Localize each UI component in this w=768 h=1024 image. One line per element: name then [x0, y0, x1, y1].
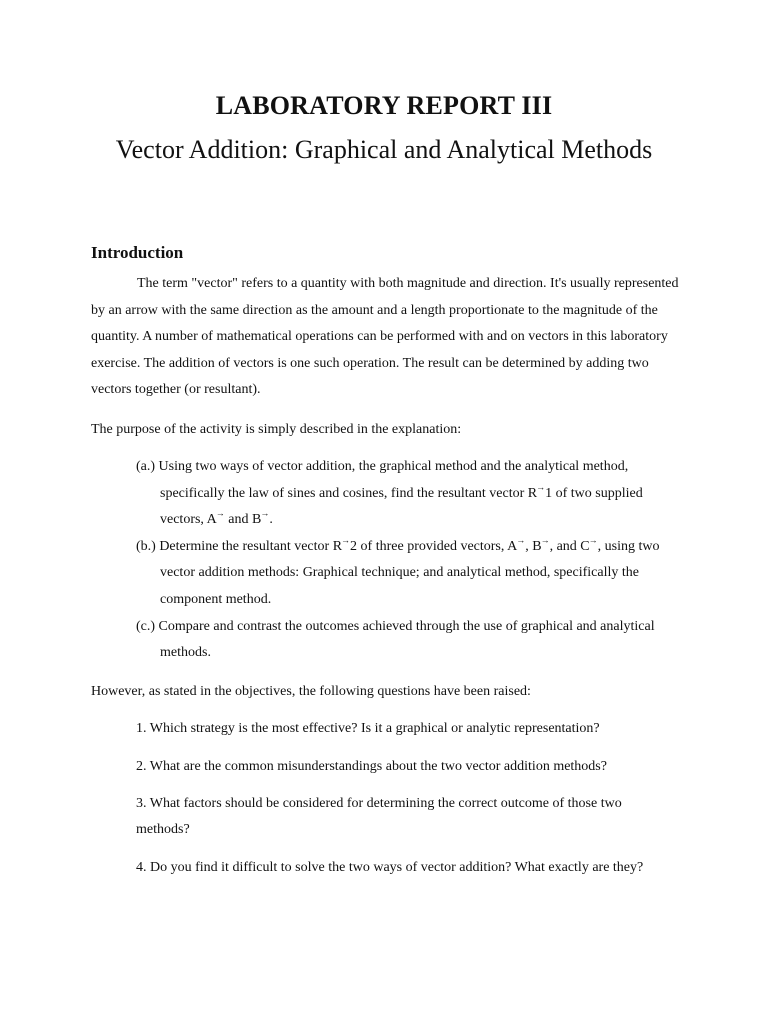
section-heading-introduction: Introduction [91, 243, 184, 262]
objective-a: (a.) Using two ways of vector addition, the graphical method and the analytical method, specifically the law of sines and cosines, find the resultant vector R→1 of two supplied vectors, A→ and B→. [136, 459, 643, 528]
vector-arrow-icon: → [540, 534, 550, 545]
vector-arrow-icon: → [341, 534, 351, 545]
questions-intro: However, as stated in the objectives, the following questions have been raised: [91, 684, 531, 699]
intro-paragraph [91, 271, 681, 404]
question-item-4: 4. Do you find it difficult to solve the two ways of vector addition? What exactly are they? [136, 860, 644, 875]
objective-b: (b.) Determine the resultant vector R→2 of three provided vectors, A→, B→, and C→, using two vector addition methods: Graphical technique; and analytical method, specifically the component method. [136, 534, 660, 607]
question-item-3: 3. What factors should be considered for determining the correct outcome of those two methods? [136, 796, 622, 837]
question-item-2: 2. What are the common misunderstandings about the two vector addition methods? [136, 759, 607, 774]
report-subtitle: Vector Addition: Graphical and Analytical Methods [115, 135, 653, 164]
objectives-list [136, 454, 686, 667]
intro-paragraph-text: The term "vector" refers to a quantity with both magnitude and direction. It's usually represented by an arrow with the same direction as the amount and a length proportionate to the magnitude of the quantity. A number of mathematical operations can be performed with and on vectors in this laboratory exercise. The addition of vectors is one such operation. The result can be determined by adding two vectors together (or resultant). [91, 276, 679, 398]
vector-arrow-icon: → [516, 534, 526, 545]
vector-arrow-icon: → [215, 508, 225, 519]
objective-c: (c.) Compare and contrast the outcomes achieved through the use of graphical and analytical methods. [136, 618, 655, 661]
report-title: LABORATORY REPORT III [215, 91, 553, 120]
vector-arrow-icon: → [260, 508, 270, 519]
purpose-sentence: The purpose of the activity is simply described in the explanation: [91, 422, 462, 437]
question-item-1: 1. Which strategy is the most effective? Is it a graphical or analytic representation? [136, 721, 600, 736]
vector-arrow-icon: → [588, 534, 598, 545]
vector-arrow-icon: → [536, 481, 546, 492]
